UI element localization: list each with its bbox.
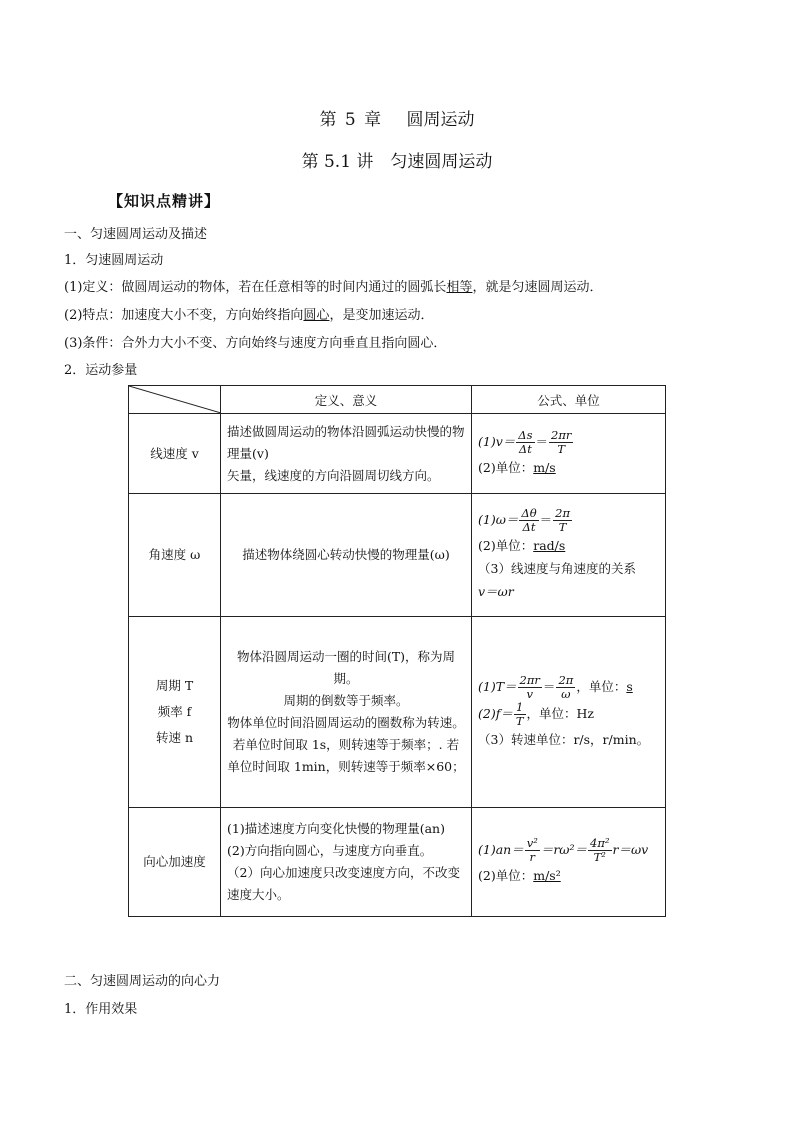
formula-line <box>478 837 659 864</box>
unit-label: (2)单位： <box>478 868 534 883</box>
numerator: 2π <box>558 672 574 687</box>
fraction <box>549 429 573 456</box>
denominator: T² <box>593 850 606 864</box>
definition-text: 描述做圆周运动的物体沿圆弧运动快慢的物理量(v) <box>227 423 465 461</box>
chapter-title: 第 5 章 圆周运动 <box>319 110 475 130</box>
formula-text: r＝ωv <box>612 842 649 857</box>
row-name-frequency: 频率 f <box>157 704 192 719</box>
definition-cell <box>221 808 472 917</box>
unit-line <box>478 456 659 479</box>
table-row <box>129 414 666 494</box>
definition-text: 矢量，线速度的方向沿圆周切线方向。 <box>227 467 440 483</box>
heading-centripetal-force: 二、匀速圆周运动的向心力 <box>64 974 221 989</box>
definition-cell: 描述物体绕圆心转动快慢的物理量(ω) <box>221 494 472 617</box>
formula-line <box>478 507 659 534</box>
definition-text: (2)方向指向圆心，与速度方向垂直。 <box>227 843 433 858</box>
definition-cell <box>221 414 472 494</box>
row-name-centripetal-acceleration: 向心加速度 <box>129 808 221 917</box>
subheading-uniform-circular-motion: 1．匀速圆周运动 <box>64 253 164 268</box>
relation-formula: v＝ωr <box>478 584 514 599</box>
fraction <box>516 429 534 456</box>
fraction <box>556 674 575 701</box>
feature-line <box>64 304 433 323</box>
numerator: v² <box>526 836 538 850</box>
fraction <box>518 674 542 701</box>
formula-text: ＝rω²＝ <box>540 842 588 857</box>
unit-line: （3）转速单位：r/s，r/min。 <box>478 731 650 747</box>
table-row <box>129 617 666 808</box>
equals-sign: ＝ <box>535 433 549 449</box>
fraction <box>553 507 572 534</box>
unit-line <box>478 864 659 887</box>
subheading-motion-params: 2．运动参量 <box>64 363 138 378</box>
unit-label: ，单位：Hz <box>526 705 595 721</box>
row-name-linear-velocity: 线速度 v <box>129 414 221 494</box>
text-segment: ，是变加速运动． <box>329 308 434 323</box>
text-segment: (1)定义：做圆周运动的物体，若在任意相等的时间内通过的圆弧长 <box>64 280 447 295</box>
row-name-period-frequency-speed <box>129 617 221 808</box>
diagonal-header-cell <box>129 386 221 414</box>
denominator: r <box>529 850 536 864</box>
formula-line <box>478 429 659 456</box>
unit-label: (2)单位： <box>478 538 534 553</box>
fraction <box>519 507 538 534</box>
table-row <box>129 494 666 617</box>
formula-line <box>478 674 659 701</box>
numerator: Δθ <box>521 506 537 520</box>
denominator: T <box>515 713 524 728</box>
fraction <box>588 837 612 864</box>
table-header-row <box>129 386 666 414</box>
formula-text: (1)ω＝ <box>478 512 519 527</box>
relation-text: （3）线速度与角速度的关系 <box>478 561 636 576</box>
denominator: T <box>557 441 566 456</box>
underlined-term: 相等 <box>446 280 473 295</box>
unit-label: ，单位： <box>576 678 627 694</box>
numerator: 2πr <box>519 672 540 687</box>
numerator: 4π² <box>590 836 610 850</box>
unit-label: (2)单位： <box>478 459 534 475</box>
lecture-title: 第 5.1 讲 匀速圆周运动 <box>301 152 493 172</box>
unit-value: m/s² <box>533 868 561 883</box>
subheading-effect: 1．作用效果 <box>64 1002 138 1017</box>
formula-cell <box>472 617 666 808</box>
numerator: 1 <box>514 701 526 715</box>
formula-cell <box>472 494 666 617</box>
unit-line <box>478 534 659 557</box>
text-segment: (2)特点：加速度大小不变，方向始终指向 <box>64 308 304 323</box>
unit-value: s <box>626 678 633 694</box>
formula-cell <box>472 808 666 917</box>
definition-text: (1)描述速度方向变化快慢的物理量(an) <box>227 821 445 836</box>
text-segment: ，就是匀速圆周运动． <box>472 280 603 295</box>
definition-line <box>64 276 602 295</box>
denominator: Δt <box>522 520 536 534</box>
diagonal-line <box>129 386 221 413</box>
definition-text: （2）向心加速度只改变速度方向，不改变速度大小。 <box>227 865 460 902</box>
fraction <box>525 837 540 864</box>
fraction <box>514 701 526 728</box>
denominator: v <box>526 686 533 701</box>
numerator: 2π <box>555 506 571 520</box>
row-name-period: 周期 T <box>155 678 194 693</box>
denominator: Δt <box>518 441 532 456</box>
formula-text: (1)an＝ <box>478 842 524 857</box>
table-row <box>129 808 666 917</box>
column-header-definition: 定义、意义 <box>221 386 472 414</box>
formula-cell <box>472 414 666 494</box>
definition-text: 物体沿圆周运动一圈的时间(T)，称为周期。 <box>236 649 456 686</box>
row-name-rotation-speed: 转速 n <box>155 730 194 745</box>
motion-parameters-table <box>128 385 666 917</box>
denominator: T <box>558 520 567 534</box>
numerator: 2πr <box>551 427 572 442</box>
formula-text: (1)T＝ <box>478 678 517 694</box>
formula-text: (2)f＝ <box>478 705 513 721</box>
underlined-term: 圆心 <box>303 308 330 323</box>
definition-text: 周期的倒数等于频率。 <box>283 693 409 708</box>
equals-sign: ＝ <box>542 678 556 694</box>
formula-line <box>478 701 659 728</box>
row-name-angular-velocity: 角速度 ω <box>129 494 221 617</box>
section-heading: 【知识点精讲】 <box>108 192 221 210</box>
equals-sign: ＝ <box>539 512 553 527</box>
column-header-formula: 公式、单位 <box>472 386 666 414</box>
unit-value: m/s <box>533 459 556 475</box>
definition-text: 物体单位时间沿圆周运动的圈数称为转速。若单位时间取 1s，则转速等于频率；. 若单位时间取 1min，则转速等于频率×60； <box>227 715 465 774</box>
condition-line: (3)条件：合外力大小不变、方向始终与速度方向垂直且指向圆心． <box>64 336 447 351</box>
numerator: Δs <box>518 427 533 442</box>
heading-uniform-circular-motion: 一、匀速圆周运动及描述 <box>64 227 208 242</box>
unit-value: rad/s <box>533 538 566 553</box>
definition-cell <box>221 617 472 808</box>
denominator: ω <box>561 686 571 701</box>
formula-text: (1)v＝ <box>478 433 516 449</box>
